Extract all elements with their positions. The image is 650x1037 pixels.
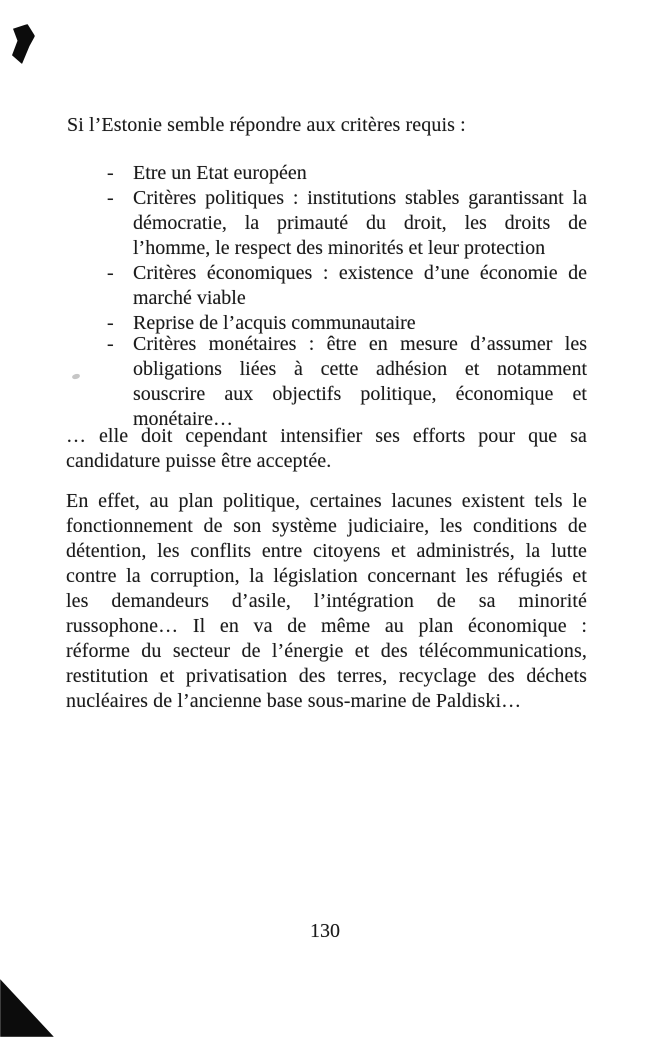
text-line: candidature puisse être acceptée. [66, 450, 332, 472]
text-line: nucléaires de l’ancienne base sous-marine de Paldiski… [66, 690, 522, 712]
list-item [107, 261, 587, 311]
text-line: les demandeurs d’asile, l’intégration de sa minorité [66, 590, 587, 612]
text-line: fonctionnement de son système judiciaire, les conditions de [66, 515, 587, 537]
conclusion-paragraph [66, 424, 587, 474]
list-item-text [133, 261, 587, 311]
text-line: souscrire aux objectifs politique, économique et [133, 383, 587, 405]
text-line: Reprise de l’acquis communautaire [133, 312, 416, 334]
text-line: l’homme, le respect des minorités et leur protection [133, 237, 546, 259]
list-dash: - [107, 162, 114, 184]
text-line: démocratie, la primauté du droit, les droits de [133, 212, 587, 234]
scan-mark-bottom-left [0, 979, 54, 1037]
text-line: détention, les conflits entre citoyens et administrés, la lutte [66, 540, 587, 562]
text-line: restitution et privatisation des terres, recyclage des déchets [66, 665, 587, 687]
list-item-text [133, 161, 587, 186]
list-item [107, 332, 587, 432]
text-line: Etre un Etat européen [133, 162, 307, 184]
text-line: … elle doit cependant intensifier ses efforts pour que sa [66, 425, 587, 447]
text-line: contre la corruption, la législation concernant les réfugiés et [66, 565, 587, 587]
text-line: marché viable [133, 287, 246, 309]
list-dash: - [107, 262, 114, 284]
text-line: russophone… Il en va de même au plan économique : [66, 615, 587, 637]
list-dash: - [107, 187, 114, 209]
text-line: obligations liées à cette adhésion et notamment [133, 358, 587, 380]
list-item-text [133, 186, 587, 261]
list-dash: - [107, 333, 114, 355]
body-paragraph [66, 489, 587, 714]
list-item [107, 161, 587, 186]
text-line: monétaire… [133, 408, 233, 430]
list-item [107, 186, 587, 261]
scan-speck [71, 373, 80, 380]
text-line: En effet, au plan politique, certaines lacunes existent tels le [66, 490, 587, 512]
list-dash: - [107, 312, 114, 334]
scan-mark-top-left [10, 24, 35, 64]
text-line: Critères politiques : institutions stables garantissant la [133, 187, 587, 209]
list-item-text [133, 332, 587, 432]
text-line: Critères économiques : existence d’une économie de [133, 262, 587, 284]
intro-line: Si l’Estonie semble répondre aux critères requis : [67, 114, 466, 136]
page-number: 130 [310, 920, 340, 942]
text-line: réforme du secteur de l’énergie et des télécommunications, [66, 640, 587, 662]
text-line: Critères monétaires : être en mesure d’assumer les [133, 333, 587, 355]
